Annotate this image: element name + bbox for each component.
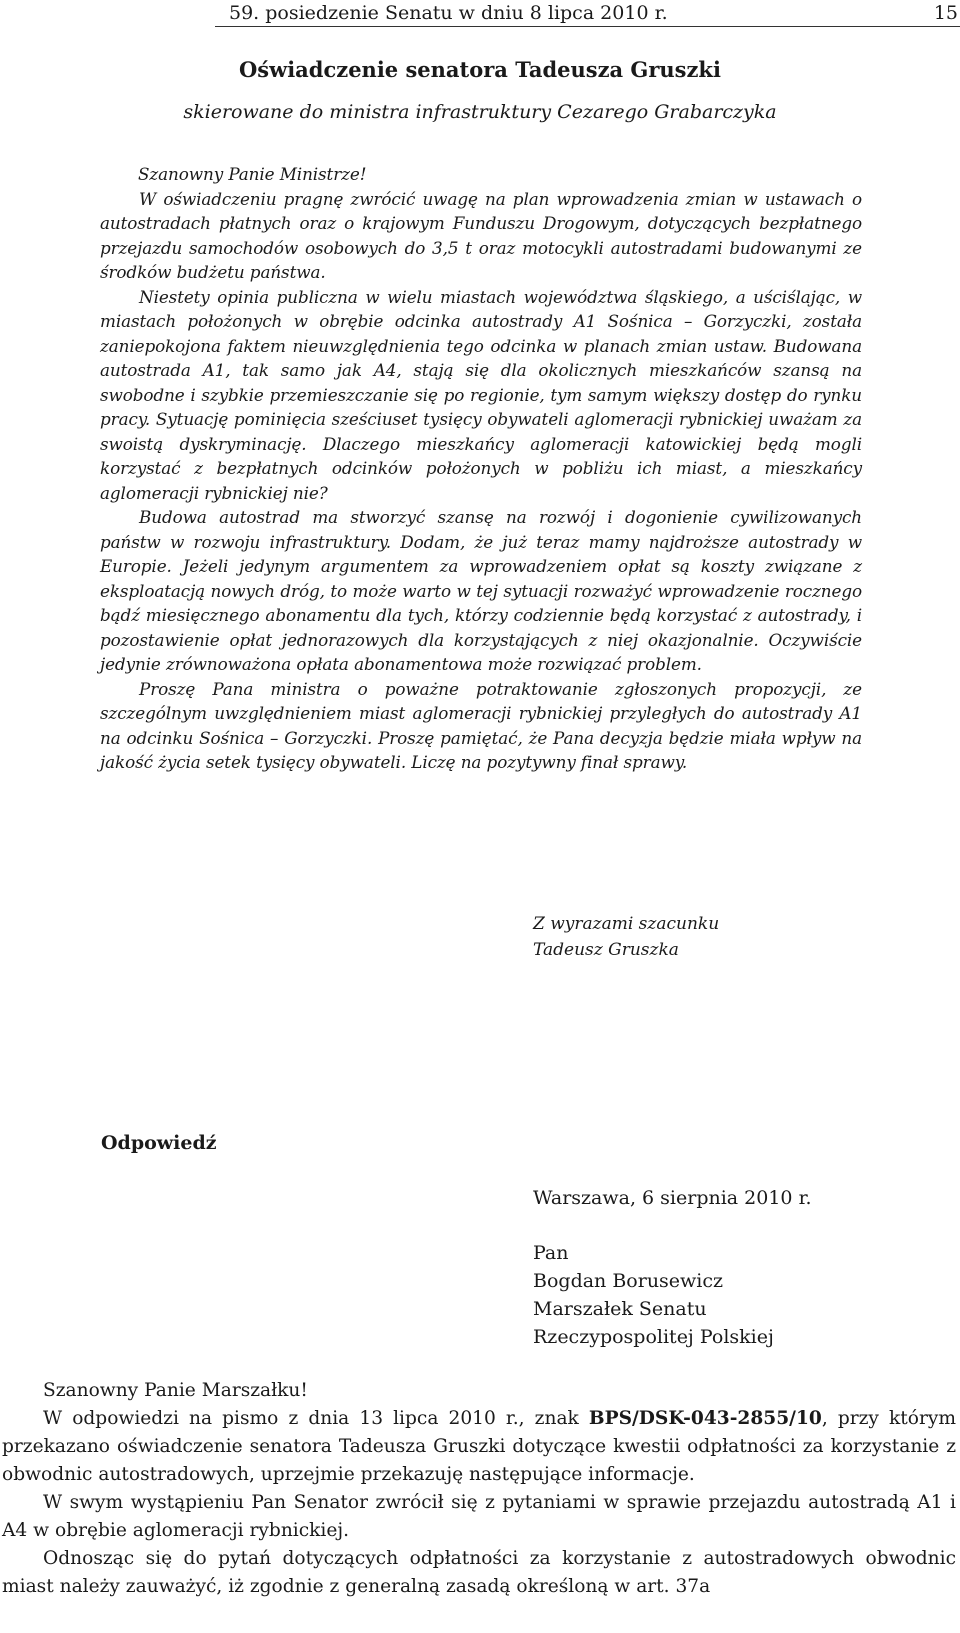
statement-paragraph: Budowa autostrad ma stworzyć szansę na rozwój i dogonienie cywilizowanych państw w rozwoju infrastruktury. Dodam, że już teraz mamy najdroższe autostrady w Europie. Jeżeli jedynym argumentem za wprowadzeniem opłat są koszty związane z eksploatacją nowych dróg, to może warto w tej sytuacji rozważyć wprowadzenie rocznego bądź miesięcznego abonamentu dla tych, którzy codziennie będą korzystać z autostrady, i pozostawienie opłat jednorazowych dla korzystających z niej okazjonalnie. Oczywiście jedynie zrównoważona opłata abonamentowa może rozwiązać problem.: [100, 507, 862, 674]
addressee-line: Pan: [533, 1242, 569, 1264]
reply-paragraph: Odnosząc się do pytań dotyczących odpłatności za korzystanie z autostradowych obwodnic miast należy zauważyć, iż zgodnie z generalną zasadą określoną w art. 37a: [2, 1548, 956, 1597]
reply-addressee: [533, 1239, 774, 1351]
statement-paragraph: Proszę Pana ministra o poważne potraktowanie zgłoszonych propozycji, ze szczególnym uwzględnieniem miast aglomeracji rybnickiej przyległych do autostrady A1 na odcinku Sośnica – Gorzyczki. Proszę pamiętać, że Pana decyzja będzie miała wpływ na jakość życia setek tysięcy obywateli. Liczę na pozytywny finał sprawy.: [100, 678, 862, 772]
addressee-line: Rzeczypospolitej Polskiej: [533, 1326, 774, 1348]
reference-number: BPS/DSK-043-2855/10: [588, 1408, 822, 1429]
page-header: [215, 0, 960, 27]
statement-paragraph: W oświadczeniu pragnę zwrócić uwagę na plan wprowadzenia zmian w ustawach o autostradach płatnych oraz o krajowym Funduszu Drogowym, dotyczących bezpłatnego przejazdu samochodów osobowych do 3,5 t oraz motocykli autostradami budowanymi ze środków budżetu państwa.: [100, 188, 862, 282]
addressee-line: Marszałek Senatu: [533, 1298, 707, 1320]
statement-subtitle: skierowane do ministra infrastruktury Cezarego Grabarczyka: [183, 101, 777, 123]
statement-title: Oświadczenie senatora Tadeusza Gruszki: [239, 57, 721, 82]
statement-salutation: Szanowny Panie Ministrze!: [138, 164, 367, 184]
statement-signature-block: [533, 911, 719, 963]
page-number: 15: [933, 2, 958, 24]
reply-date: Warszawa, 6 sierpnia 2010 r.: [533, 1187, 812, 1209]
header-title: 59. posiedzenie Senatu w dniu 8 lipca 2010 r.: [229, 2, 668, 24]
reply-text: W odpowiedzi na pismo z dnia 13 lipca 2010 r., znak: [43, 1408, 589, 1429]
signature-name: Tadeusz Gruszka: [533, 940, 679, 960]
reply-paragraph: [2, 1405, 956, 1489]
reply-salutation: Szanowny Panie Marszałku!: [43, 1380, 308, 1401]
reply-heading: Odpowiedź: [101, 1132, 217, 1154]
reply-text: , przy którym przekazano oświadczenie senatora Tadeusza Gruszki dotyczące kwestii odpłatności za korzystanie z obwodnic autostradowych, uprzejmie przekazuję następujące informacje.: [2, 1408, 956, 1485]
closing-formula: Z wyrazami szacunku: [533, 914, 720, 934]
reply-body: [2, 1377, 956, 1601]
statement-paragraph: Niestety opinia publiczna w wielu miastach województwa śląskiego, a uściślając, w miastach położonych w obrębie odcinka autostrady A1 Sośnica – Gorzyczki, została zaniepokojona faktem nieuwzględnienia tego odcinka w planach zmian ustaw. Budowana autostrada A1, tak samo jak A4, stają się dla okolicznych mieszkańców szansą na swobodne i szybkie przemieszczanie się po regionie, tym samym większy dostęp do rynku pracy. Sytuację pominięcia sześciuset tysięcy obywateli aglomeracji rybnickiej uważam za swoistą dyskryminację. Dlaczego mieszkańcy aglomeracji katowickiej będą mogli korzystać z bezpłatnych odcinków położonych w pobliżu ich miast, a mieszkańcy aglomeracji rybnickiej nie?: [100, 286, 862, 503]
reply-paragraph: W swym wystąpieniu Pan Senator zwrócił się z pytaniami w sprawie przejazdu autostradą A1 i A4 w obrębie aglomeracji rybnickiej.: [2, 1492, 956, 1541]
addressee-line: Bogdan Borusewicz: [533, 1270, 724, 1292]
statement-body: [100, 162, 862, 775]
